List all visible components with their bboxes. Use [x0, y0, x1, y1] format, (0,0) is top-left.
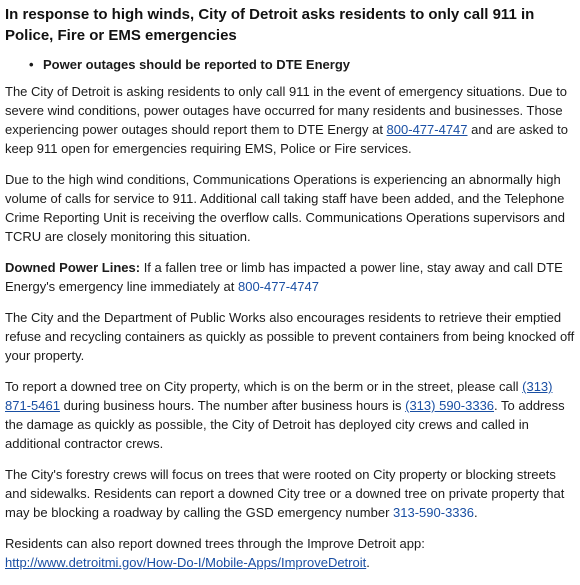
dte-emergency-phone[interactable]: 800-477-4747	[237, 279, 319, 294]
paragraph-text: The City's forestry crews will focus on trees that were rooted on City property or blocking streets and sidewalks. Residents can report a downed City tree or a downed tree on private property that may be blocking a roadway by calling the GSD emergency number	[5, 467, 565, 520]
paragraph-text: and are asked to keep 911 open for emergencies requiring EMS, Police or Fire services.	[5, 122, 568, 156]
after-hours-phone-link[interactable]: (313) 590-3336	[405, 398, 495, 413]
paragraph-forestry	[5, 465, 575, 522]
improve-detroit-link[interactable]: http://www.detroitmi.gov/How-Do-I/Mobile-Apps/ImproveDetroit	[5, 555, 367, 570]
paragraph-power-outages	[5, 82, 575, 158]
bullet-icon: •	[29, 57, 34, 72]
paragraph-text: .	[366, 555, 370, 570]
gsd-emergency-phone[interactable]: 313-590-3336	[393, 505, 474, 520]
bullet-list	[5, 55, 575, 74]
paragraph-text: .	[474, 505, 478, 520]
paragraph-text: Residents can also report downed trees through the Improve Detroit app:	[5, 536, 425, 551]
paragraph-text: If a fallen tree or limb has impacted a power line, stay away and call DTE Energy's emergency line immediately at	[5, 260, 563, 294]
paragraph-communications: Due to the high wind conditions, Communications Operations is experiencing an abnormally high volume of calls for service to 911. Additional call taking staff have been added, and the Telephone Crime Reporting Unit is receiving the overflow calls. Communications Operations supervisors and TCRU are closely monitoring this situation.	[5, 172, 565, 244]
paragraph-text: during business hours. The number after business hours is	[59, 398, 406, 413]
bullet-text: Power outages should be reported to DTE Energy	[43, 57, 350, 72]
paragraph-report-tree	[5, 377, 575, 453]
article-title: In response to high winds, City of Detroit asks residents to only call 911 in Police, Fire or EMS emergencies	[5, 6, 535, 44]
list-item	[29, 55, 575, 74]
business-hours-phone-link[interactable]: (313) 871-5461	[5, 379, 553, 413]
paragraph-containers: The City and the Department of Public Works also encourages residents to retrieve their emptied refuse and recycling containers as quickly as possible to prevent containers from being knocked off your property.	[5, 310, 575, 363]
paragraph-text: . To address the damage as quickly as possible, the City of Detroit has deployed city crews and called in additional contractor crews.	[5, 398, 565, 451]
dte-phone-link[interactable]: 800-477-4747	[386, 122, 468, 137]
paragraph-improve-detroit	[5, 534, 575, 572]
paragraph-downed-power-lines	[5, 258, 575, 296]
downed-power-lines-label: Downed Power Lines:	[5, 260, 141, 275]
paragraph-text: The City of Detroit is asking residents to only call 911 in the event of emergency situations. Due to severe wind conditions, power outages have occurred for many residents and businesses. Those experiencing power outages should report them to DTE Energy at	[5, 84, 567, 137]
paragraph-text: To report a downed tree on City property, which is on the berm or in the street, please call	[5, 379, 523, 394]
